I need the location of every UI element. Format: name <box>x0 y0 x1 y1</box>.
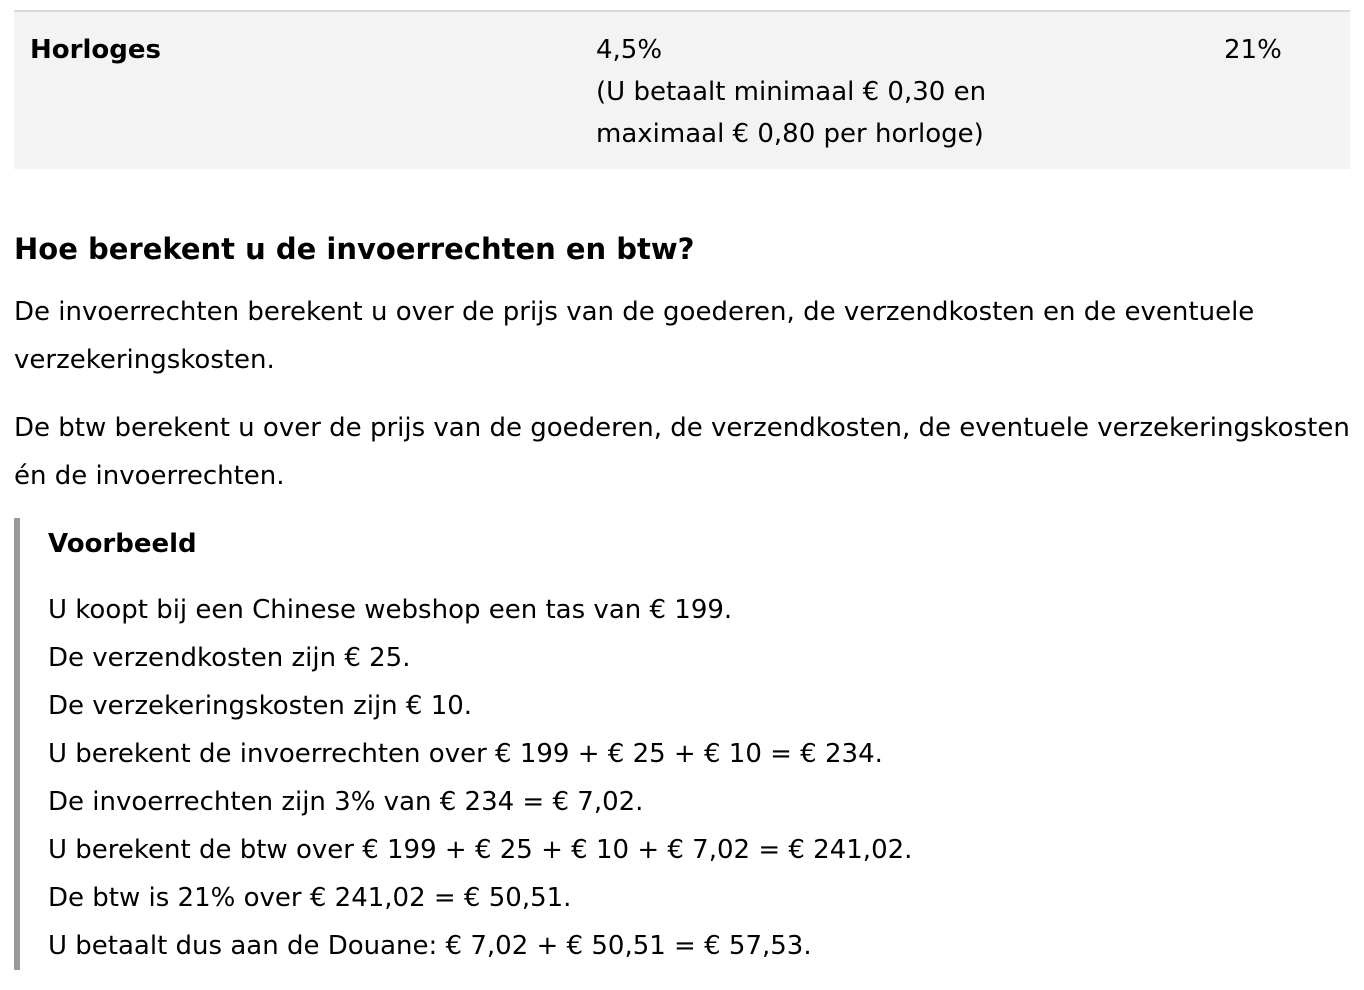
example-line: De verzekeringskosten zijn € 10. <box>48 691 473 721</box>
example-box <box>14 518 1350 970</box>
paragraph-vat: De btw berekent u over de prijs van de goederen, de verzendkosten, de eventuele verzekeringskosten én de invoerrechten. <box>14 413 1350 491</box>
import-duty-rate: 4,5% <box>596 35 663 65</box>
example-lines <box>48 586 912 970</box>
example-line: De btw is 21% over € 241,02 = € 50,51. <box>48 883 572 913</box>
example-line: De invoerrechten zijn 3% van € 234 = € 7,02. <box>48 787 644 817</box>
example-line: U koopt bij een Chinese webshop een tas van € 199. <box>48 595 733 625</box>
product-name-cell: Horloges <box>30 35 161 65</box>
example-line: U betaalt dus aan de Douane: € 7,02 + € 50,51 = € 57,53. <box>48 931 812 961</box>
paragraph-import-duty: De invoerrechten berekent u over de prijs van de goederen, de verzendkosten en de eventuele verzekeringskosten. <box>14 297 1255 375</box>
example-title: Voorbeeld <box>48 529 197 559</box>
import-duty-note-line: (U betaalt minimaal € 0,30 en <box>596 77 987 107</box>
example-line: U berekent de invoerrechten over € 199 + € 25 + € 10 = € 234. <box>48 739 883 769</box>
example-line: U berekent de btw over € 199 + € 25 + € 10 + € 7,02 = € 241,02. <box>48 835 913 865</box>
table-row-horloges <box>14 12 1350 169</box>
import-duty-cell <box>596 29 986 155</box>
vat-rate-cell: 21% <box>1224 35 1282 65</box>
import-duty-note-line: maximaal € 0,80 per horloge) <box>596 119 984 149</box>
example-line: De verzendkosten zijn € 25. <box>48 643 411 673</box>
section-heading: Hoe berekent u de invoerrechten en btw? <box>14 232 695 266</box>
